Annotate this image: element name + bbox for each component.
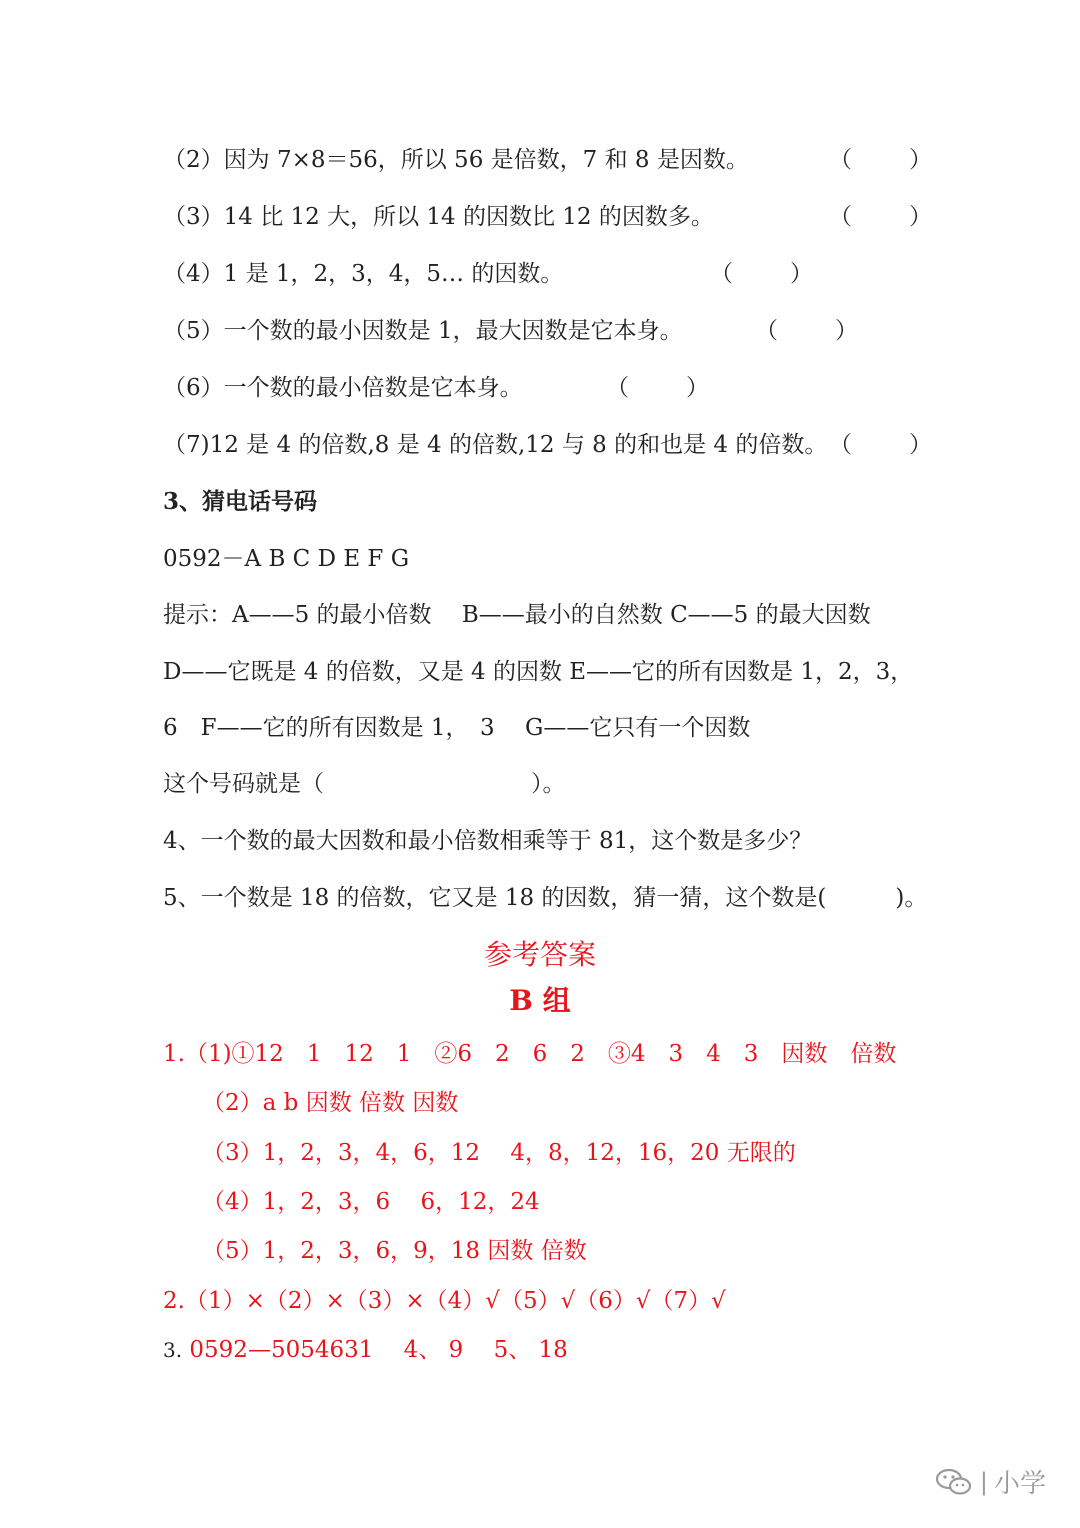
- judge-statement: （3）14 比 12 大，所以 14 的因数比 12 的因数多。: [163, 204, 714, 230]
- watermark-text: 小学: [993, 1469, 1046, 1499]
- answer-1-4: （4）1，2，3，6 6，12，24: [202, 1189, 540, 1215]
- q3-hint-1: 提示：A——5 的最小倍数 B——最小的自然数 C——5 的最大因数: [163, 602, 871, 628]
- answer-blank[interactable]: （ ）: [829, 147, 932, 173]
- answers-group: B 组: [509, 984, 571, 1017]
- answers-title: 参考答案: [483, 938, 596, 971]
- q3-hint-2: D——它既是 4 的倍数，又是 4 的因数 E——它的所有因数是 1，2，3，: [163, 659, 914, 685]
- answer-blank[interactable]: （ ）: [755, 318, 858, 344]
- answer-3-text: 0592—5054631 4、 9 5、 18: [189, 1337, 568, 1363]
- judge-statement: （5）一个数的最小因数是 1，最大因数是它本身。: [163, 318, 683, 344]
- answer-3: [163, 1334, 920, 1366]
- q3-hint-3: 6 F——它的所有因数是 1， 3 G——它只有一个因数: [163, 715, 751, 741]
- q5: 5、一个数是 18 的倍数，它又是 18 的因数，猜一猜，这个数是( )。: [163, 885, 928, 911]
- judge-statement: （2）因为 7×8＝56，所以 56 是倍数，7 和 8 是因数。: [163, 147, 749, 173]
- q3-number: 0592－A B C D E F G: [163, 546, 410, 572]
- wechat-icon: [934, 1467, 974, 1497]
- answer-blank[interactable]: （ ）: [829, 432, 932, 458]
- answer-blank[interactable]: （ ）: [829, 204, 932, 230]
- answer-1-3: （3）1，2，3，4，6，12 4，8，12，16，20 无限的: [202, 1140, 796, 1166]
- answer-1-2: （2）a b 因数 倍数 因数: [202, 1090, 459, 1116]
- answer-3-prefix: 3.: [163, 1338, 183, 1362]
- answer-blank[interactable]: （ ）: [606, 375, 709, 401]
- judge-statement: （4）1 是 1，2，3，4，5… 的因数。: [163, 261, 564, 287]
- watermark: [934, 1463, 1046, 1500]
- q3-title: 3、猜电话号码: [163, 488, 318, 515]
- judge-statement: （6）一个数的最小倍数是它本身。: [163, 375, 523, 401]
- answer-2: 2.（1）×（2）×（3）×（4）√（5）√（6）√（7）√: [163, 1288, 726, 1314]
- judge-statement: （7)12 是 4 的倍数,8 是 4 的倍数,12 与 8 的和也是 4 的倍数。: [163, 432, 828, 458]
- q4: 4、一个数的最大因数和最小倍数相乘等于 81，这个数是多少？: [163, 828, 813, 854]
- answer-1-5: （5）1，2，3，6，9，18 因数 倍数: [202, 1238, 587, 1264]
- answer-blank[interactable]: （ ）: [710, 261, 813, 287]
- answer-1-1: 1.（1)①12 1 12 1 ②6 2 6 2 ③4 3 4 3 因数 倍数: [163, 1041, 897, 1067]
- watermark-divider: |: [979, 1467, 988, 1496]
- q3-answer-line[interactable]: 这个号码就是（ ）。: [163, 771, 566, 797]
